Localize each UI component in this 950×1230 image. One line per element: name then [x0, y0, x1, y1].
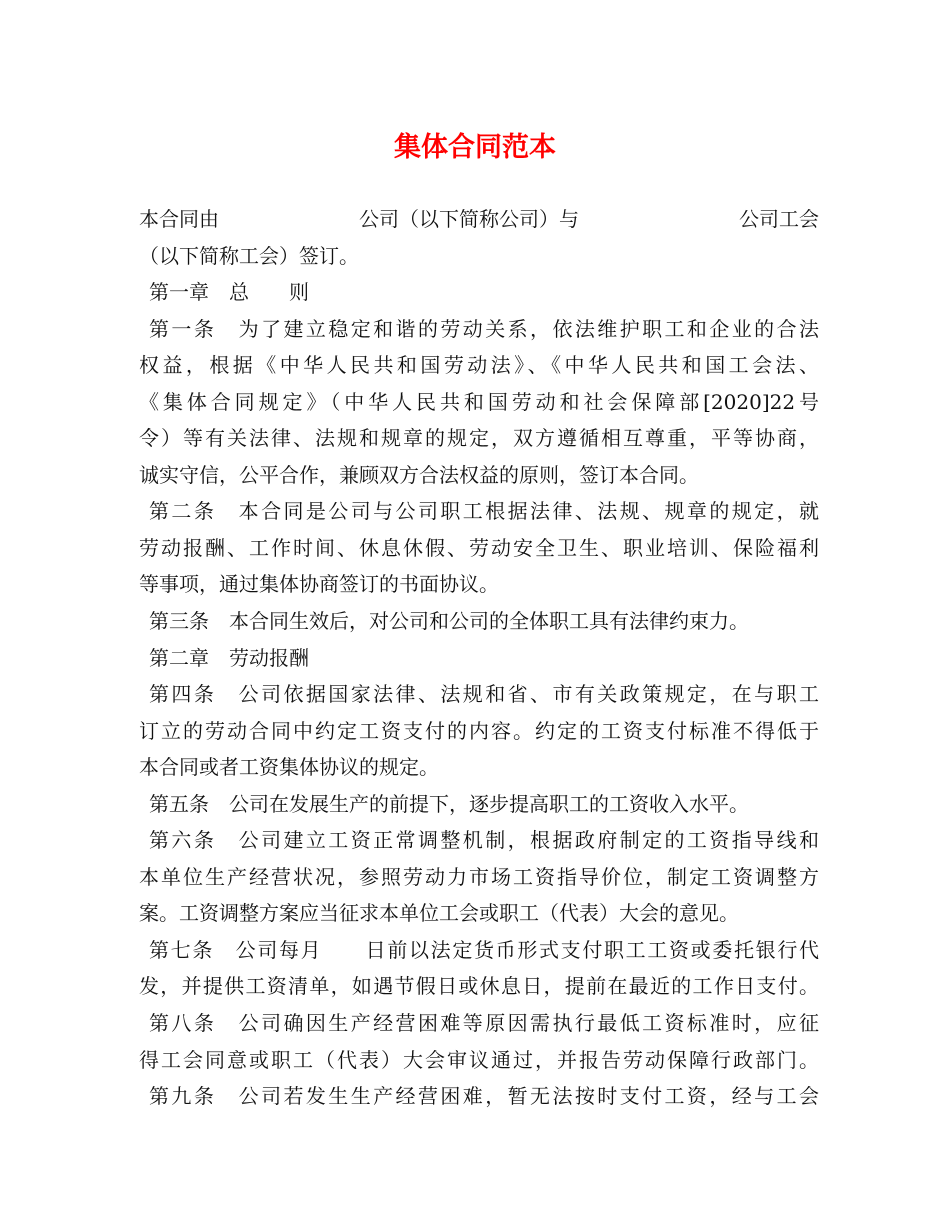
document-line: 《集体合同规定》（中华人民共和国劳动和社会保障部[2020]22号 [139, 389, 819, 414]
document-line: 等事项，通过集体协商签订的书面协议。 [139, 572, 499, 597]
document-line: 第七条 公司每月 日前以法定货币形式支付职工工资或委托银行代 [149, 937, 819, 962]
document-line: 第一条 为了建立稳定和谐的劳动关系，依法维护职工和企业的合法 [149, 316, 819, 341]
document-line: 案。工资调整方案应当征求本单位工会或职工（代表）大会的意见。 [139, 901, 739, 926]
document-line: （以下简称工会）签订。 [139, 243, 359, 268]
document-line: 第六条 公司建立工资正常调整机制，根据政府制定的工资指导线和 [149, 828, 819, 853]
document-line: 第九条 公司若发生生产经营困难，暂无法按时支付工资，经与工会 [149, 1084, 819, 1109]
document-line: 第一章 总 则 [149, 280, 309, 305]
document-line: 第二章 劳动报酬 [149, 645, 309, 670]
document-line: 本合同由 公司（以下简称公司）与 公司工会 [139, 207, 819, 231]
document-line: 权益，根据《中华人民共和国劳动法》、《中华人民共和国工会法、 [139, 353, 819, 378]
document-title: 集体合同范本 [394, 132, 556, 163]
document-line: 本合同或者工资集体协议的规定。 [139, 755, 439, 780]
document-line: 得工会同意或职工（代表）大会审议通过，并报告劳动保障行政部门。 [139, 1047, 819, 1072]
document-line: 订立的劳动合同中约定工资支付的内容。约定的工资支付标准不得低于 [139, 718, 819, 743]
document-line: 令）等有关法律、法规和规章的规定，双方遵循相互尊重，平等协商， [139, 426, 819, 451]
document-line: 劳动报酬、工作时间、休息休假、劳动安全卫生、职业培训、保险福利 [139, 535, 819, 560]
document-line: 第八条 公司确因生产经营困难等原因需执行最低工资标准时，应征 [149, 1011, 819, 1036]
document-line: 第五条 公司在发展生产的前提下，逐步提高职工的工资收入水平。 [149, 791, 749, 816]
document-line: 第四条 公司依据国家法律、法规和省、市有关政策规定，在与职工 [149, 682, 819, 707]
document-line: 本单位生产经营状况，参照劳动力市场工资指导价位，制定工资调整方 [139, 864, 819, 889]
document-line: 诚实守信，公平合作，兼顾双方合法权益的原则，签订本合同。 [139, 462, 699, 487]
document-line: 第三条 本合同生效后，对公司和公司的全体职工具有法律约束力。 [149, 609, 749, 634]
document-line: 第二条 本合同是公司与公司职工根据法律、法规、规章的规定，就 [149, 499, 819, 524]
document-line: 发，并提供工资清单，如遇节假日或休息日，提前在最近的工作日支付。 [139, 974, 819, 999]
document-body [139, 201, 819, 1115]
